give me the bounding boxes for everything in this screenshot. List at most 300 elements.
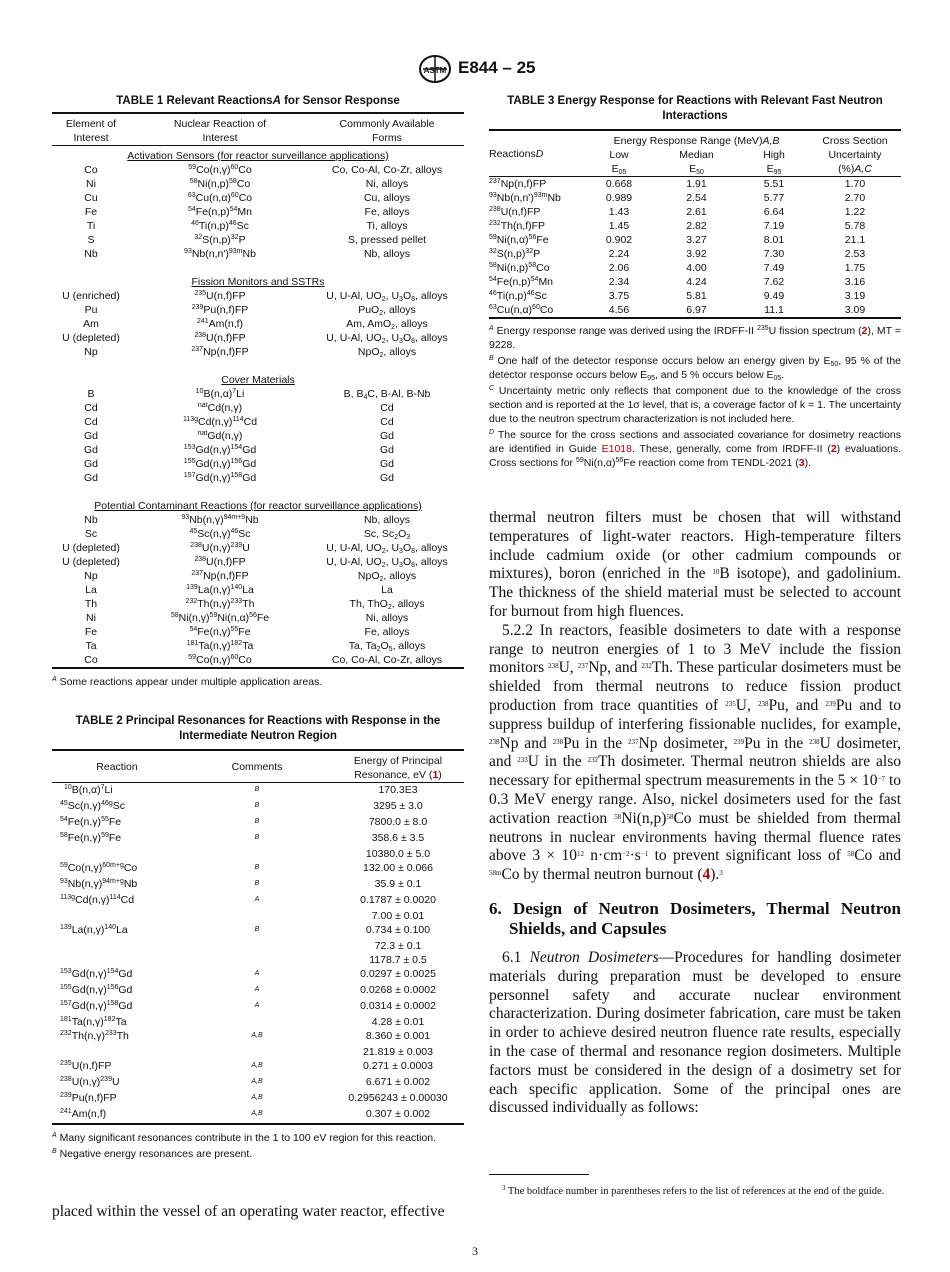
cell: $^{58}Ni(n,p)^{58}Co$ bbox=[489, 262, 550, 274]
section-heading-row bbox=[52, 373, 464, 387]
reaction-cell: $^{113g}Cd(n,\gamma)^{114}Cd$ bbox=[60, 894, 135, 906]
reaction-cell bbox=[52, 909, 182, 923]
cell: $^{93}Nb(n,n')^{93m}Nb$ bbox=[489, 192, 561, 204]
cell: 11.1 bbox=[764, 304, 784, 316]
comment-cell: A,B bbox=[251, 1032, 263, 1039]
cell: Ni, alloys bbox=[365, 178, 409, 190]
cell: S, pressed pellet bbox=[347, 234, 427, 246]
cell: 3.16 bbox=[844, 276, 866, 288]
cell: Fe bbox=[84, 626, 98, 638]
energy-cell: 0.0314 ± 0.0002 bbox=[360, 1000, 436, 1012]
section-heading: Cover Materials bbox=[221, 374, 295, 386]
reaction-cell: $^{10}B(n,\alpha)^7Li$ bbox=[64, 784, 113, 796]
cell: $^{59}Co(n,\gamma)^{60}Co$ bbox=[188, 164, 252, 176]
reaction-cell: $^{93}Nb(n,\gamma)^{94m+g}Nb$ bbox=[60, 878, 138, 890]
cell: $^{45}Sc(n,\gamma)^{46}Sc$ bbox=[189, 528, 251, 540]
table-1-grid bbox=[52, 112, 464, 669]
energy-cell: 0.734 ± 0.100 bbox=[365, 924, 431, 936]
table-1-title: TABLE 1 Relevant ReactionsA for Sensor Response bbox=[116, 95, 400, 107]
cell: 2.34 bbox=[608, 276, 630, 288]
table-row bbox=[489, 275, 901, 289]
cell: $^{113g}Cd(n,\gamma)^{114}Cd$ bbox=[182, 416, 258, 428]
cell: 5.51 bbox=[763, 178, 785, 190]
comment-cell: B bbox=[254, 802, 260, 809]
footnote-3: $^3$ The boldface number in parentheses refers to the list of references at the end of the guide. bbox=[502, 1184, 885, 1197]
cell: $^{nat}$Gd(n,γ) bbox=[197, 430, 243, 442]
cell: $^{54}Fe(n,\gamma)^{55}Fe$ bbox=[189, 626, 251, 638]
table-row bbox=[489, 303, 901, 318]
comment-cell: A bbox=[254, 970, 260, 977]
cell: Ni bbox=[86, 178, 96, 190]
paragraph-5-2-2: 5.2.2 In reactors, feasible dosimeters to date with a response range to neutron energies of 1 to 3 MeV include the fission monitors $^{238}$U, $^{237}$Np, and $^{232}$Th. These particular dosimeters must be shielded from thermal neutrons to reduce fission product production from trace quantities of $^{235}$U, $^{238}$Pu, and $^{239}$Pu and to suppress buildup of interfering fissionable nuclides, for example, $^{238}$Np and $^{238}$Pu in the $^{237}$Np dosimeter, $^{239}$Pu in the $^{238}$U dosimeter, and $^{233}$U in the $^{232}$Th dosimeter. Thermal neutron shields are also necessary for epithermal spectrum measurements in the $5 \times 10^{-7}$ to 0.3 MeV energy range. Also, nickel dosimeters used for the fast activation reaction $^{58}Ni(n,p)^{58}Co$ must be shielded from thermal neutrons in nuclear environments having thermal fluence rates above $3 \times 10^{12}$ $n\cdot cm^{-2}\cdot s^{-1}$ to prevent significant loss of $^{58}$Co and $^{58m}$Co by thermal neutron burnout (4).$^3$ bbox=[489, 621, 902, 884]
cell: $^{32}S(n,p)^{32}P$ bbox=[489, 248, 541, 260]
energy-cell: 0.1787 ± 0.0020 bbox=[360, 894, 436, 906]
cell: 21.1 bbox=[844, 234, 866, 246]
cell: $^{239}$Pu(n,f)FP bbox=[191, 304, 249, 316]
reaction-cell: $^{155}Gd(n,\gamma)^{156}Gd$ bbox=[60, 984, 133, 996]
table-row bbox=[52, 597, 464, 611]
section-heading-row bbox=[52, 146, 464, 164]
cell: 1.45 bbox=[608, 220, 630, 232]
cell: Pu bbox=[84, 304, 98, 316]
energy-cell: 4.28 ± 0.01 bbox=[371, 1016, 425, 1028]
reaction-cell: $^{235}$U(n,f)FP bbox=[60, 1060, 112, 1072]
table-row bbox=[52, 983, 464, 999]
cell: Gd bbox=[83, 430, 98, 442]
cell: $^{59}Co(n,\gamma)^{60}Co$ bbox=[188, 654, 252, 666]
cell: Sc, $Sc_2O_3$ bbox=[363, 528, 411, 541]
table-row bbox=[52, 443, 464, 457]
comment-cell: A,B bbox=[251, 1110, 263, 1117]
table-row bbox=[52, 909, 464, 923]
comment-cell: B bbox=[254, 786, 260, 793]
cell: 2.82 bbox=[686, 220, 707, 232]
reaction-cell: $^{54}Fe(n,\gamma)^{55}Fe$ bbox=[60, 816, 122, 828]
column-header: Median $E_{50}$ bbox=[679, 149, 714, 176]
comment-cell bbox=[182, 1015, 332, 1029]
cell: U, U-Al, $UO_2$, $U_3O_8$, alloys bbox=[326, 542, 448, 555]
cell: $^{139}La(n,\gamma)^{140}La$ bbox=[186, 584, 254, 596]
cell: $^{63}Cu(n,\alpha)^{60}Co$ bbox=[489, 304, 554, 316]
cell: 6.97 bbox=[686, 304, 707, 316]
cell: U (depleted) bbox=[62, 556, 120, 568]
cell: $^{93}Nb(n,n')^{93m}Nb$ bbox=[184, 248, 256, 260]
energy-cell: 10380.0 ± 5.0 bbox=[365, 848, 431, 860]
table-3-footnotes bbox=[489, 322, 901, 470]
comment-cell: B bbox=[254, 818, 260, 825]
reaction-cell: $^{59}Co(n,\gamma)^{60m+g}Co$ bbox=[60, 862, 138, 874]
comment-cell: B bbox=[254, 880, 260, 887]
section-heading: Activation Sensors (for reactor surveillance applications) bbox=[127, 150, 389, 162]
table-row bbox=[52, 999, 464, 1015]
table-row bbox=[52, 401, 464, 415]
cell: $^{93}Nb(n,\gamma)^{94m+9}Nb$ bbox=[181, 514, 259, 526]
cell: 2.53 bbox=[844, 248, 866, 260]
column-header: Low $E_{05}$ bbox=[609, 149, 629, 176]
cell: Am, AmO$_2$, alloys bbox=[346, 318, 428, 331]
cell: U (depleted) bbox=[62, 332, 120, 344]
table-row bbox=[489, 261, 901, 275]
energy-cell: 170.3E3 bbox=[378, 784, 418, 796]
cell: Fe, alloys bbox=[364, 206, 410, 218]
reaction-cell: $^{241}$Am(n,f) bbox=[60, 1108, 107, 1120]
table-3-title: TABLE 3 Energy Response for Reactions with Relevant Fast Neutron Interactions bbox=[507, 95, 883, 122]
cell: 2.24 bbox=[608, 248, 630, 260]
cell: 0.902 bbox=[605, 234, 633, 246]
table-row bbox=[489, 289, 901, 303]
cell: $^{241}$Am(n,f) bbox=[196, 318, 244, 330]
reaction-cell: $^{58}Fe(n,\gamma)^{59}Fe$ bbox=[60, 832, 122, 844]
table-row bbox=[52, 923, 464, 939]
table-row bbox=[52, 191, 464, 205]
cell: 1.43 bbox=[608, 206, 630, 218]
column-header: Reaction bbox=[96, 760, 138, 773]
column-header: ReactionsD bbox=[489, 147, 544, 160]
table-row bbox=[52, 541, 464, 555]
cell: Sc bbox=[84, 528, 98, 540]
column-header: Cross Section Uncertainty (%)A,C bbox=[822, 135, 888, 175]
right-body bbox=[489, 509, 901, 1118]
cell: Co bbox=[84, 654, 98, 666]
energy-cell: 6.671 ± 0.002 bbox=[365, 1076, 431, 1088]
svg-text:ASTM: ASTM bbox=[423, 66, 447, 75]
cell: $^{238}$U(n,f)FP bbox=[489, 206, 541, 218]
column-header: Element of Interest bbox=[65, 118, 117, 144]
table-2-grid bbox=[52, 749, 464, 1125]
reaction-cell: $^{139}La(n,\gamma)^{140}La$ bbox=[60, 924, 128, 936]
cell: $^{235}$U(n,f)FP bbox=[194, 290, 246, 302]
cell: Np bbox=[84, 570, 98, 582]
cell: $^{54}Fe(n,p)^{54}Mn$ bbox=[489, 276, 554, 288]
cell: Co bbox=[84, 164, 98, 176]
cell: Ta, $Ta_2O_5$, alloys bbox=[348, 640, 426, 653]
column-header: Nuclear Reaction of Interest bbox=[173, 118, 267, 144]
cell: Ta bbox=[85, 640, 97, 652]
cell: Cd bbox=[380, 416, 394, 428]
cell: 4.24 bbox=[686, 276, 707, 288]
cell: Nb, alloys bbox=[363, 514, 411, 526]
cell: Ni, alloys bbox=[365, 612, 409, 624]
table-row bbox=[52, 555, 464, 569]
cell: Gd bbox=[379, 430, 394, 442]
reaction-cell bbox=[52, 847, 182, 861]
column-header: Commonly Available Forms bbox=[339, 118, 435, 144]
comment-cell bbox=[182, 1045, 332, 1059]
cell: 1.22 bbox=[844, 206, 866, 218]
comment-cell: B bbox=[254, 926, 260, 933]
section-heading: Potential Contaminant Reactions (for reactor surveillance applications) bbox=[94, 500, 422, 512]
cell: Ti bbox=[86, 220, 96, 232]
cell: Gd bbox=[83, 444, 98, 456]
energy-cell: 0.2956243 ± 0.00030 bbox=[348, 1092, 448, 1104]
cell: $^{237}$Np(n,f)FP bbox=[191, 570, 249, 582]
table-row bbox=[52, 205, 464, 219]
cell: Cd bbox=[84, 402, 98, 414]
cell: Gd bbox=[83, 458, 98, 470]
table-3-grid bbox=[489, 129, 901, 319]
footnote-divider bbox=[489, 1174, 589, 1175]
table-row bbox=[489, 191, 901, 205]
table-row bbox=[52, 331, 464, 345]
column-header: Energy of Principal Resonance, eV (1) bbox=[353, 755, 443, 781]
table-row bbox=[52, 799, 464, 815]
table-row bbox=[52, 1045, 464, 1059]
cell: $^{238}$U(n,f)FP bbox=[194, 332, 246, 344]
cell: 1.75 bbox=[844, 262, 866, 274]
table-row bbox=[52, 429, 464, 443]
table-row bbox=[52, 967, 464, 983]
section-heading: Fission Monitors and SSTRs bbox=[191, 276, 325, 288]
paragraph: thermal neutron filters must be chosen that will withstand temperatures of light-water reactors. High-temperature filters include cadmium oxide (or other cadmium compounds or mixtures), boron (enriched in the $^{10}$B isotope), and gadolinium. The thickness of the shield material must be selected to account for burnout from high fluences. bbox=[489, 509, 902, 620]
table-2-footnote: $^A$ Many significant resonances contribute in the 1 to 100 eV region for this reaction. bbox=[52, 1132, 437, 1144]
cell: 2.54 bbox=[686, 192, 707, 204]
cell: 0.989 bbox=[605, 192, 633, 204]
table-row bbox=[489, 247, 901, 261]
table-row bbox=[52, 831, 464, 847]
cell: U, U-Al, $UO_2$, $U_3O_8$, alloys bbox=[326, 332, 448, 345]
table-row bbox=[489, 205, 901, 219]
cell: La bbox=[381, 584, 393, 596]
cell: 3.27 bbox=[686, 234, 707, 246]
table-row bbox=[52, 317, 464, 331]
section-heading-row bbox=[52, 499, 464, 513]
table-row bbox=[52, 219, 464, 233]
cell: Nb bbox=[84, 248, 98, 260]
table-row bbox=[52, 513, 464, 527]
cell: Am bbox=[83, 318, 99, 330]
reaction-cell: $^{181}Ta(n,\gamma)^{182}Ta$ bbox=[60, 1016, 127, 1028]
table-row bbox=[489, 219, 901, 233]
cell: Fe bbox=[84, 206, 98, 218]
energy-cell: 7.00 ± 0.01 bbox=[371, 910, 425, 922]
comment-cell: A,B bbox=[251, 1062, 263, 1069]
reaction-cell: $^{157}Gd(n,\gamma)^{158}Gd$ bbox=[60, 1000, 133, 1012]
table-row bbox=[52, 471, 464, 485]
cell: $^{153}Gd(n,\gamma)^{154}Gd$ bbox=[183, 444, 257, 456]
table-3 bbox=[489, 94, 901, 470]
energy-cell: 8.360 ± 0.001 bbox=[365, 1030, 431, 1042]
cell: 7.30 bbox=[763, 248, 785, 260]
table-row bbox=[52, 953, 464, 967]
table-row bbox=[52, 177, 464, 191]
footnote-area bbox=[489, 1174, 901, 1199]
table-row bbox=[52, 1107, 464, 1124]
table-row bbox=[52, 247, 464, 261]
cell: $^{46}Ti(n,p)^{46}Sc$ bbox=[489, 290, 547, 302]
table-row bbox=[52, 163, 464, 177]
energy-cell: 0.271 ± 0.0003 bbox=[363, 1060, 433, 1072]
cell: $^{237}$Np(n,f)FP bbox=[191, 346, 249, 358]
cell: Cu, alloys bbox=[363, 192, 411, 204]
table-2-title: TABLE 2 Principal Resonances for Reactions with Response in the Intermediate Neutron Region bbox=[75, 715, 441, 742]
cell: 7.62 bbox=[763, 276, 785, 288]
cell: 5.81 bbox=[686, 290, 707, 302]
comment-cell bbox=[182, 939, 332, 953]
cell: Th bbox=[84, 598, 98, 610]
energy-cell: 358.6 ± 3.5 bbox=[371, 832, 425, 844]
table-row bbox=[52, 289, 464, 303]
cell: 3.92 bbox=[686, 248, 707, 260]
cell: $^{157}Gd(n,\gamma)^{158}Gd$ bbox=[183, 472, 257, 484]
reaction-cell bbox=[52, 939, 182, 953]
energy-cell: 21.819 ± 0.003 bbox=[363, 1046, 433, 1058]
cell: 4.00 bbox=[686, 262, 707, 274]
table-row bbox=[52, 639, 464, 653]
cell: 3.75 bbox=[608, 290, 630, 302]
table-row bbox=[489, 233, 901, 247]
cell: La bbox=[85, 584, 97, 596]
cell: Co, Co-Al, Co-Zr, alloys bbox=[331, 654, 443, 666]
cell: 0.668 bbox=[605, 178, 633, 190]
cell: Ti, alloys bbox=[366, 220, 408, 232]
energy-cell: 0.307 ± 0.002 bbox=[365, 1108, 431, 1120]
cell: $^{54}Fe(n,p)^{54}Mn$ bbox=[187, 206, 253, 218]
table-row bbox=[52, 653, 464, 668]
table-3-footnote: $^D$ The source for the cross sections and associated covariance for dosimetry reactions are identified in Guide E1018. These, generally, come from IRDFF-II (2) evaluations. Cross sections for $^{59}Ni(n,\alpha)^{56}Fe$ reaction come from TENDL-2021 (3). bbox=[489, 429, 901, 469]
table-row bbox=[52, 815, 464, 831]
table-row bbox=[52, 303, 464, 317]
reaction-cell: $^{153}Gd(n,\gamma)^{154}Gd$ bbox=[60, 968, 133, 980]
reaction-cell bbox=[52, 953, 182, 967]
document-id: E844 – 25 bbox=[458, 58, 536, 77]
comment-cell: A bbox=[254, 896, 260, 903]
comment-cell bbox=[182, 847, 332, 861]
cell: Ni bbox=[86, 612, 96, 624]
cell: 8.01 bbox=[763, 234, 785, 246]
table-row bbox=[52, 625, 464, 639]
section-6-heading: 6. Design of Neutron Dosimeters, Thermal Neutron Shields, and Capsules bbox=[489, 898, 901, 938]
cell: $^{32}S(n,p)^{32}P$ bbox=[194, 234, 246, 246]
cell: Nb, alloys bbox=[363, 248, 411, 260]
table-row bbox=[52, 527, 464, 541]
cell: $^{238}U(n,\gamma)^{239}U$ bbox=[190, 542, 250, 554]
table-row bbox=[52, 1015, 464, 1029]
table-row bbox=[52, 233, 464, 247]
cell: U, U-Al, $UO_2$, $U_3O_8$, alloys bbox=[326, 556, 448, 569]
table-row bbox=[52, 611, 464, 625]
comment-cell bbox=[182, 953, 332, 967]
cell: $^{10}B(n,\alpha)^7Li$ bbox=[195, 388, 245, 400]
astm-logo bbox=[418, 54, 452, 84]
table-row bbox=[52, 583, 464, 597]
table-row bbox=[52, 1059, 464, 1075]
cell: PuO$_2$, alloys bbox=[358, 304, 416, 317]
cell: $^{63}Cu(n,\alpha)^{60}Co$ bbox=[187, 192, 253, 204]
table-row bbox=[52, 387, 464, 401]
table-2-footnote: $^B$ Negative energy resonances are present. bbox=[52, 1148, 253, 1160]
table-row bbox=[52, 345, 464, 359]
cell: B bbox=[87, 388, 95, 400]
cell: 7.19 bbox=[763, 220, 785, 232]
cell: Cd bbox=[380, 402, 394, 414]
cell: $^{238}$U(n,f)FP bbox=[194, 556, 246, 568]
table-row bbox=[489, 177, 901, 192]
cell: $^{181}Ta(n,\gamma)^{182}Ta$ bbox=[186, 640, 254, 652]
energy-cell: 132.00 ± 0.066 bbox=[363, 862, 433, 874]
cell: Np bbox=[84, 346, 98, 358]
comment-cell: A,B bbox=[251, 1094, 263, 1101]
comment-cell: A bbox=[254, 1002, 260, 1009]
cell: 2.61 bbox=[686, 206, 707, 218]
cell: $^{232}Th(n,\gamma)^{233}Th$ bbox=[185, 598, 255, 610]
cell: 4.56 bbox=[608, 304, 630, 316]
cell: 5.78 bbox=[844, 220, 866, 232]
cell: Nb bbox=[84, 514, 98, 526]
comment-cell: B bbox=[254, 864, 260, 871]
table-row bbox=[52, 893, 464, 909]
cell: U (enriched) bbox=[62, 290, 120, 302]
cell: 7.49 bbox=[763, 262, 785, 274]
energy-cell: 1178.7 ± 0.5 bbox=[369, 954, 427, 966]
reaction-cell: $^{232}Th(n,\gamma)^{233}Th$ bbox=[60, 1030, 129, 1042]
cell: 2.70 bbox=[844, 192, 866, 204]
cell: S bbox=[87, 234, 95, 246]
paragraph-6-1: 6.1 Neutron Dosimeters—Procedures for handling dosimeter materials during preparation must be developed to ensure personnel safety and accurate nuclear environment characterization. During dosimeter fabrication, care must be taken in order to achieve desired neutron fluence rate results, especially in the case of thermal and resonance region dosimeters. Multiple factors must be considered in the design of a dosimetry set for each specific application. Some of the principal ones are discussed individually as follows: bbox=[489, 948, 901, 1117]
table-row bbox=[52, 847, 464, 861]
comment-cell: B bbox=[254, 834, 260, 841]
table-3-footnote: $^C$ Uncertainty metric only reflects that component due to the knowledge of the cross section and is reported at the 1σ level, that is, a coverage factor of k = 1. The uncertainty due to the neutron spectrum characterization is not included here. bbox=[489, 385, 901, 425]
cell: Cd bbox=[84, 416, 98, 428]
table-row bbox=[52, 861, 464, 877]
cell: 6.64 bbox=[763, 206, 785, 218]
cell: 3.19 bbox=[844, 290, 866, 302]
cell: 2.06 bbox=[608, 262, 630, 274]
left-body-text: placed within the vessel of an operating water reactor, effective bbox=[52, 1203, 445, 1220]
cell: $^{155}Gd(n,\gamma)^{156}Gd$ bbox=[183, 458, 257, 470]
cell: Th, ThO$_2$, alloys bbox=[349, 598, 425, 611]
table-row bbox=[52, 1091, 464, 1107]
cell: Co, Co-Al, Co-Zr, alloys bbox=[331, 164, 443, 176]
reaction-cell: $^{238}U(n,\gamma)^{239}U$ bbox=[60, 1076, 120, 1088]
table-3-footnote: $^A$ Energy response range was derived using the IRDFF-II $^{235}$U fission spectrum (2), MT = 9228. bbox=[489, 325, 901, 351]
section-heading-row bbox=[52, 275, 464, 289]
cell: $^{58}Ni(n,p)^{58}Co$ bbox=[189, 178, 251, 190]
cell: NpO$_2$, alloys bbox=[357, 346, 417, 359]
cell: $^{nat}$Cd(n,γ) bbox=[197, 402, 243, 414]
cell: 1.91 bbox=[686, 178, 707, 190]
cell: $^{59}Ni(n,\alpha)^{56}Fe$ bbox=[489, 234, 549, 246]
table-row bbox=[52, 569, 464, 583]
table-1 bbox=[52, 94, 464, 689]
table-row bbox=[52, 457, 464, 471]
energy-cell: 0.0297 ± 0.0025 bbox=[360, 968, 436, 980]
energy-cell: 3295 ± 3.0 bbox=[373, 800, 423, 812]
cell: 5.77 bbox=[763, 192, 785, 204]
cell: Gd bbox=[379, 444, 394, 456]
cell: $^{58}Ni(n,\gamma)^{59}Ni(n,\alpha)^{56}Fe$ bbox=[170, 612, 270, 624]
cell: 1.70 bbox=[844, 178, 866, 190]
group-header: Energy Response Range (MeV)A,B bbox=[613, 135, 780, 147]
cell: $^{237}$Np(n,f)FP bbox=[489, 178, 547, 190]
cell: Cu bbox=[84, 192, 98, 204]
table-row bbox=[52, 1075, 464, 1091]
comment-cell: A bbox=[254, 986, 260, 993]
energy-cell: 0.0268 ± 0.0002 bbox=[360, 984, 436, 996]
cell: $^{46}Ti(n,p)^{46}Sc$ bbox=[191, 220, 249, 232]
comment-cell: A,B bbox=[251, 1078, 263, 1085]
table-2 bbox=[52, 714, 464, 1161]
cell: Fe, alloys bbox=[364, 626, 410, 638]
table-3-footnote: $^B$ One half of the detector response occurs below an energy given by $E_{50}$, 95 % of the detector response occurs below $E_{95}$, and 5 % occurs below $E_{05}$. bbox=[489, 355, 901, 382]
table-row bbox=[52, 1029, 464, 1045]
energy-cell: 72.3 ± 0.1 bbox=[374, 940, 422, 952]
column-header: Comments bbox=[231, 760, 283, 773]
energy-cell: 35.9 ± 0.1 bbox=[374, 878, 422, 890]
page-number: 3 bbox=[472, 1244, 478, 1258]
table-row bbox=[52, 877, 464, 893]
cell: 9.49 bbox=[763, 290, 785, 302]
table-row bbox=[52, 939, 464, 953]
